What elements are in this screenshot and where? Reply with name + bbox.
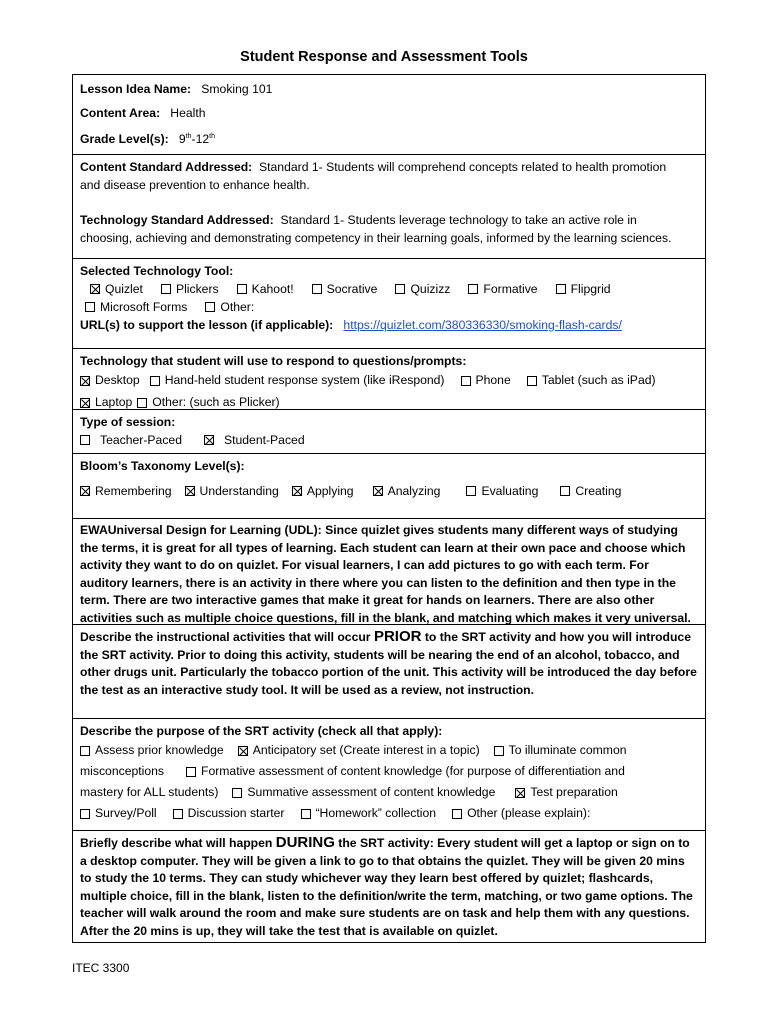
purpose-line-4 xyxy=(80,803,698,824)
checkbox-icon[interactable] xyxy=(137,398,147,408)
during-text-before: Briefly describe what will happen xyxy=(80,836,273,850)
bloom-option[interactable]: Analyzing xyxy=(373,482,441,500)
checkbox-checked-icon[interactable] xyxy=(238,746,248,756)
respond-option[interactable]: Hand-held student response system (like iRespond) xyxy=(150,371,445,390)
session-option[interactable]: Student-Paced xyxy=(204,431,305,449)
purpose-option[interactable]: To illuminate common xyxy=(494,740,627,761)
checkbox-icon[interactable] xyxy=(80,435,90,445)
tool-option[interactable]: Plickers xyxy=(161,280,219,298)
purpose-section xyxy=(73,718,705,830)
tool-option[interactable]: Socrative xyxy=(312,280,378,298)
prior-keyword: PRIOR xyxy=(373,628,422,645)
prior-text-before: Describe the instructional activities that will occur xyxy=(80,630,371,644)
session-options xyxy=(80,431,698,449)
during-keyword: DURING xyxy=(275,834,335,851)
checkbox-checked-icon[interactable] xyxy=(80,398,90,408)
bloom-option[interactable]: Understanding xyxy=(185,482,279,500)
udl-text: Since quizlet gives students many different ways of studying the terms, it is great for all types of learning. Each student can learn at their own pace and choose which activity they want to do on quizlet. For visual learners, I can add pictures to go with each term. For auditory learners, there is an activity in there where you can listen to the definition and then type in the term. There are two interactive games that make it great for hands on learners. There are also other activities such as multiple choice questions, fill in the blank, and matching which makes it very universal. xyxy=(80,523,691,625)
assessment-form xyxy=(72,74,706,943)
bloom-options xyxy=(80,482,698,500)
purpose-line-2 xyxy=(80,761,698,782)
respond-option[interactable]: Desktop xyxy=(80,371,140,390)
standards-section xyxy=(73,154,705,258)
session-label: Type of session: xyxy=(80,415,176,429)
bloom-option[interactable]: Remembering xyxy=(80,482,172,500)
tech-standard-text-cont: choosing, achieving and demonstrating competency in their learning goals, informed by the learning sciences. xyxy=(80,231,672,245)
checkbox-checked-icon[interactable] xyxy=(515,788,525,798)
checkbox-icon[interactable] xyxy=(205,302,215,312)
checkbox-icon[interactable] xyxy=(186,767,196,777)
tech-standard-text: Standard 1- Students leverage technology to take an active role in xyxy=(280,213,637,227)
prior-text-after: to the SRT activity and how you will introduce the SRT activity. Prior to doing this activity, students will be nearing the end of an alcohol, tobacco, and other drugs unit. Particularly the tobacco portion of the unit. This activity will be introduced the day before the test as an interactive study tool. It will be used as a review, not instruction. xyxy=(80,630,697,697)
checkbox-icon[interactable] xyxy=(237,284,247,294)
tool-section xyxy=(73,258,705,348)
content-standard-label: Content Standard Addressed: xyxy=(80,160,253,174)
purpose-line-2-text: misconceptions xyxy=(80,764,164,778)
document-title: Student Response and Assessment Tools xyxy=(240,49,528,65)
bloom-section xyxy=(73,453,705,518)
respond-options-row-1 xyxy=(80,371,698,390)
checkbox-icon[interactable] xyxy=(461,376,471,386)
grade-level-label: Grade Level(s): xyxy=(80,132,169,147)
respond-option[interactable]: Tablet (such as iPad) xyxy=(527,371,656,390)
checkbox-icon[interactable] xyxy=(80,809,90,819)
purpose-label: Describe the purpose of the SRT activity (check all that apply): xyxy=(80,724,443,738)
bloom-label: Bloom’s Taxonomy Level(s): xyxy=(80,459,245,473)
purpose-option[interactable]: Anticipatory set (Create interest in a topic) xyxy=(238,740,480,761)
tool-option[interactable]: Quizlet xyxy=(90,280,143,298)
purpose-option[interactable]: Assess prior knowledge xyxy=(80,740,224,761)
purpose-option[interactable]: Test preparation xyxy=(515,782,617,803)
tool-options-row-1 xyxy=(80,280,698,298)
checkbox-icon[interactable] xyxy=(466,486,476,496)
content-standard-text-cont: and disease prevention to enhance health. xyxy=(80,178,310,192)
tool-option[interactable]: Formative xyxy=(468,280,537,298)
checkbox-checked-icon[interactable] xyxy=(185,486,195,496)
respond-section xyxy=(73,348,705,409)
bloom-option[interactable]: Evaluating xyxy=(466,482,538,500)
checkbox-checked-icon[interactable] xyxy=(373,486,383,496)
tech-standard-label: Technology Standard Addressed: xyxy=(80,213,274,227)
purpose-option[interactable]: “Homework” collection xyxy=(301,803,437,824)
tool-option[interactable]: Microsoft Forms xyxy=(85,298,187,316)
purpose-line-3-text: mastery for ALL students) xyxy=(80,785,219,799)
checkbox-checked-icon[interactable] xyxy=(204,435,214,445)
content-area-label: Content Area: xyxy=(80,106,161,120)
checkbox-icon[interactable] xyxy=(232,788,242,798)
respond-option[interactable]: Other: (such as Plicker) xyxy=(137,393,279,412)
checkbox-icon[interactable] xyxy=(468,284,478,294)
checkbox-icon[interactable] xyxy=(560,486,570,496)
lesson-info-section xyxy=(73,75,705,154)
checkbox-icon[interactable] xyxy=(312,284,322,294)
purpose-option[interactable]: Formative assessment of content knowledge (for purpose of differentiation and xyxy=(186,761,625,782)
udl-label: EWAUniversal Design for Learning (UDL): xyxy=(80,523,322,537)
purpose-line-1 xyxy=(80,740,698,761)
grade-level-value: 9th-12th xyxy=(178,132,215,147)
udl-section xyxy=(73,518,705,624)
checkbox-icon[interactable] xyxy=(85,302,95,312)
checkbox-checked-icon[interactable] xyxy=(292,486,302,496)
respond-option[interactable]: Laptop xyxy=(80,393,132,412)
tool-option[interactable]: Quizizz xyxy=(395,280,450,298)
checkbox-checked-icon[interactable] xyxy=(80,376,90,386)
content-standard-text: Standard 1- Students will comprehend concepts related to health promotion xyxy=(259,160,667,174)
checkbox-icon[interactable] xyxy=(301,809,311,819)
bloom-option[interactable]: Creating xyxy=(560,482,621,500)
lesson-name-value: Smoking 101 xyxy=(201,82,273,96)
checkbox-icon[interactable] xyxy=(556,284,566,294)
purpose-option[interactable]: Summative assessment of content knowledge xyxy=(232,782,495,803)
session-section xyxy=(73,409,705,453)
checkbox-icon[interactable] xyxy=(150,376,160,386)
session-option[interactable]: Teacher-Paced xyxy=(80,431,182,449)
tool-label: Selected Technology Tool: xyxy=(80,264,234,278)
checkbox-icon[interactable] xyxy=(452,809,462,819)
lesson-url-link[interactable]: https://quizlet.com/380336330/smoking-flash-cards/ xyxy=(343,318,622,332)
checkbox-icon[interactable] xyxy=(80,746,90,756)
checkbox-checked-icon[interactable] xyxy=(80,486,90,496)
content-area-value: Health xyxy=(170,106,206,120)
checkbox-checked-icon[interactable] xyxy=(90,284,100,294)
during-text-after: the SRT activity: Every student will get a laptop or sign on to a desktop computer. They will be given a link to go to that obtains the quizlet. They will be given 20 mins to study the 10 terms. They can study whichever way they learn best offered by quizlet; flashcards, multiple choice, fill in the blank, listen to the definition/write the term, matching, or two game options. The teacher will walk around the room and make sure students are on task and help them with any questions. After the 20 mins is up, they will take the test that is available on quizlet. xyxy=(80,836,693,938)
during-section xyxy=(73,830,705,942)
tool-option[interactable]: Kahoot! xyxy=(237,280,294,298)
checkbox-icon[interactable] xyxy=(161,284,171,294)
tool-options-row-2 xyxy=(80,298,698,316)
checkbox-icon[interactable] xyxy=(173,809,183,819)
checkbox-icon[interactable] xyxy=(527,376,537,386)
tool-option[interactable]: Other: xyxy=(205,298,254,316)
purpose-option[interactable]: Other (please explain): xyxy=(452,803,590,824)
respond-option[interactable]: Phone xyxy=(461,371,511,390)
url-label: URL(s) to support the lesson (if applicable): xyxy=(80,318,334,332)
purpose-line-3 xyxy=(80,782,698,803)
purpose-option[interactable]: Discussion starter xyxy=(173,803,285,824)
course-footer: ITEC 3300 xyxy=(72,961,130,975)
lesson-name-label: Lesson Idea Name: xyxy=(80,82,192,96)
prior-section xyxy=(73,624,705,718)
respond-label: Technology that student will use to respond to questions/prompts: xyxy=(80,354,467,368)
purpose-option[interactable]: Survey/Poll xyxy=(80,803,157,824)
tool-option[interactable]: Flipgrid xyxy=(556,280,611,298)
bloom-option[interactable]: Applying xyxy=(292,482,354,500)
checkbox-icon[interactable] xyxy=(494,746,504,756)
checkbox-icon[interactable] xyxy=(395,284,405,294)
